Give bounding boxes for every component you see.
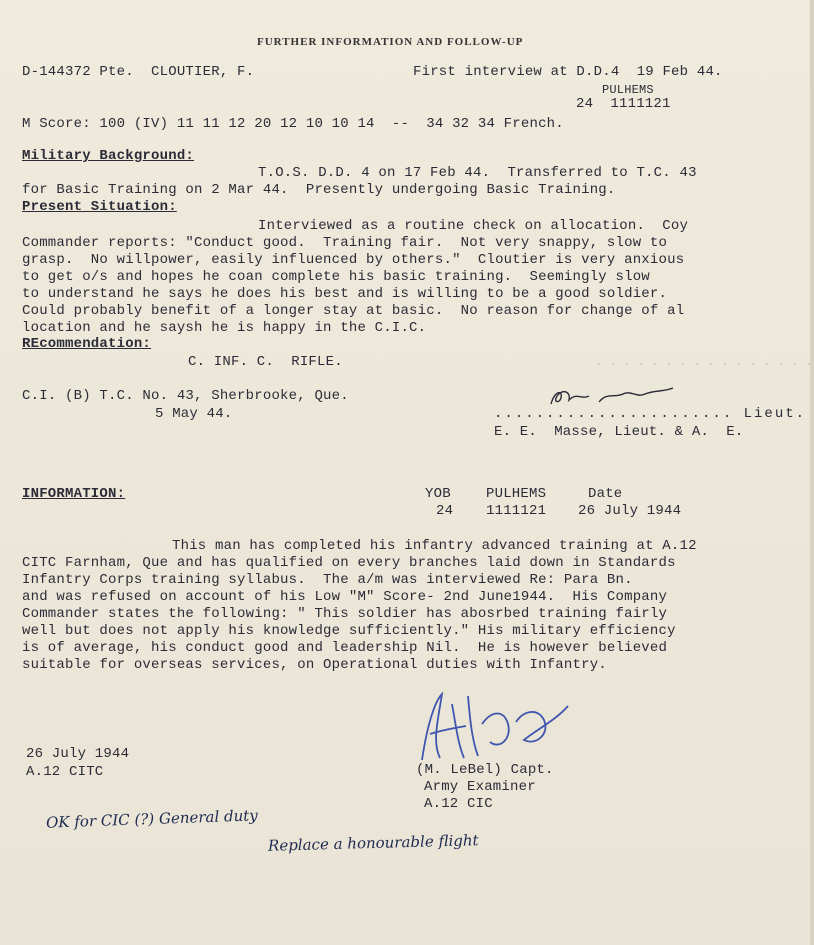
examiner-signature: [412, 680, 582, 770]
information-line: suitable for overseas services, on Operational duties with Infantry.: [22, 657, 607, 673]
page-edge: [810, 0, 814, 945]
information-line: is of average, his conduct good and leadership Nil. He is however believed: [22, 640, 668, 656]
information-line: Infantry Corps training syllabus. The a/m was interviewed Re: Para Bn.: [22, 572, 633, 588]
examiner-unit: A.12 CIC: [424, 796, 493, 812]
col-date-header: Date: [588, 486, 623, 502]
present-situation-line: to get o/s and hopes he coan complete his basic training. Seemingly slow: [22, 269, 650, 285]
information-line: CITC Farnham, Que and has qualified on every branches laid down in Standards: [22, 555, 676, 571]
information-label: INFORMATION:: [22, 486, 126, 502]
soldier-id-line: D-144372 Pte. CLOUTIER, F.: [22, 64, 255, 80]
military-background-line-2: for Basic Training on 2 Mar 44. Presently undergoing Basic Training.: [22, 182, 616, 198]
footer-date: 26 July 1944: [26, 746, 130, 762]
document-title: FURTHER INFORMATION AND FOLLOW-UP: [257, 36, 524, 48]
col-yob-header: YOB: [425, 486, 451, 502]
pulhems-row: 24 1111121: [576, 96, 671, 112]
present-situation-line: to understand he says he does his best and is willing to be a good soldier.: [22, 286, 668, 302]
military-background-label: Military Background:: [22, 148, 195, 164]
present-situation-line: grasp. No willpower, easily influenced by others." Cloutier is very anxious: [22, 252, 685, 268]
pulhems-value: 1111121: [486, 503, 547, 519]
examiner-name: (M. LeBel) Capt.: [416, 762, 554, 778]
information-line: well but does not apply his knowledge sufficiently." His military efficiency: [22, 623, 676, 639]
present-situation-line: Interviewed as a routine check on allocation. Coy: [258, 218, 689, 234]
faint-stamp-mark: · · · · · · · · · · · · · · · ·: [596, 360, 814, 371]
unit-date: 5 May 44.: [155, 406, 233, 422]
lieut-name: E. E. Masse, Lieut. & A. E.: [494, 424, 744, 440]
signature-dot-leader: ....................... Lieut.: [494, 406, 807, 422]
recommendation-value: C. INF. C. RIFLE.: [188, 354, 343, 370]
present-situation-line: Could probably benefit of a longer stay at basic. No reason for change of al: [22, 303, 685, 319]
footer-unit: A.12 CITC: [26, 764, 104, 780]
yob-value: 24: [436, 503, 454, 519]
information-line: and was refused on account of his Low "M" Score- 2nd June1944. His Company: [22, 589, 668, 605]
m-score-line: M Score: 100 (IV) 11 11 12 20 12 10 10 14 -- 34 32 34 French.: [22, 116, 564, 132]
date-value: 26 July 1944: [578, 503, 682, 519]
first-interview-line: First interview at D.D.4 19 Feb 44.: [413, 64, 723, 80]
pulhems-label: PULHEMS: [602, 83, 654, 97]
information-line: Commander states the following: " This soldier has abosrbed training fairly: [22, 606, 668, 622]
unit-location-line: C.I. (B) T.C. No. 43, Sherbrooke, Que.: [22, 388, 349, 404]
examiner-title: Army Examiner: [424, 779, 536, 795]
recommendation-label: REcommendation:: [22, 336, 152, 352]
present-situation-line: location and he saysh he is happy in the C.I.C.: [22, 320, 427, 336]
handwritten-note-line-1: OK for CIC (?) General duty: [45, 806, 259, 832]
col-pulhems-header: PULHEMS: [486, 486, 547, 502]
information-line: This man has completed his infantry advanced training at A.12: [172, 538, 697, 554]
military-background-line-1: T.O.S. D.D. 4 on 17 Feb 44. Transferred to T.C. 43: [258, 165, 697, 181]
present-situation-line: Commander reports: "Conduct good. Training fair. Not very snappy, slow to: [22, 235, 668, 251]
present-situation-label: Present Situation:: [22, 199, 177, 215]
handwritten-note-line-2: Replace a honourable flight: [267, 831, 479, 855]
